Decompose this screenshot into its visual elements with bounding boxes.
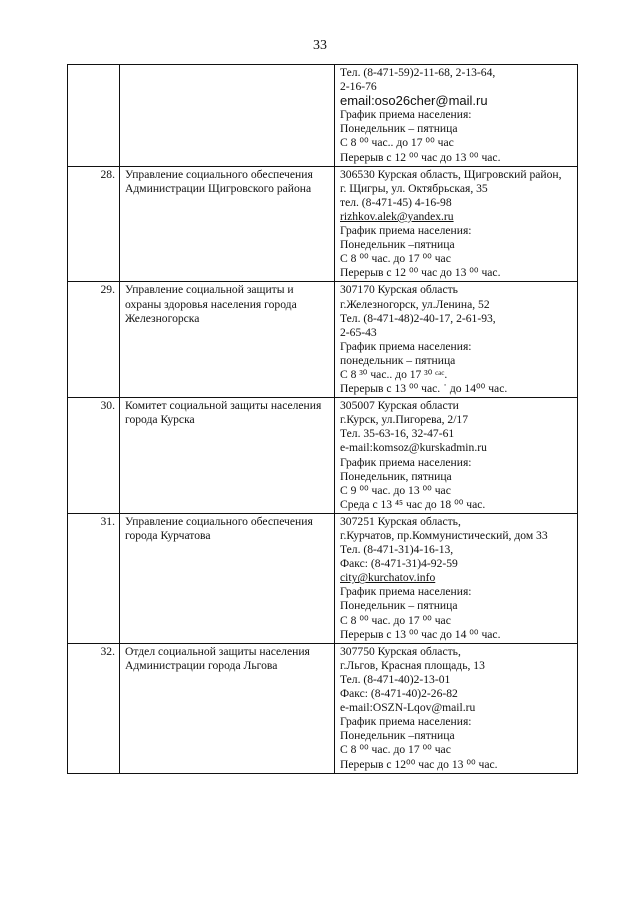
contact-line: 2-16-76	[340, 80, 377, 94]
contact-line: Понедельник –пятница	[340, 238, 455, 252]
organization-name: Управление социальной защиты и охраны здоровья населения города Железногорска	[120, 282, 335, 398]
contact-line: С 9 ⁰⁰ час. до 13 ⁰⁰ час	[340, 483, 451, 497]
contact-line: Перерыв с 13 ⁰⁰ час. ˙ до 14⁰⁰ час.	[340, 382, 508, 396]
email-link[interactable]: e-mail:OSZN-Lqov@mail.ru	[340, 701, 476, 715]
contact-line: 307251 Курская область,	[340, 514, 461, 528]
organization-name: Отдел социальной защиты населения Администрации города Льгова	[120, 643, 335, 773]
organization-name	[120, 65, 335, 167]
contact-line: г.Курск, ул.Пигорева, 2/17	[340, 413, 469, 427]
contacts-table	[67, 64, 578, 774]
email-link[interactable]: e-mail:komsoz@kurskadmin.ru	[340, 441, 487, 455]
row-number: 28.	[68, 166, 120, 282]
contact-line: 305007 Курская области	[340, 399, 459, 413]
contact-line: График приема населения:	[340, 585, 472, 599]
contact-line: С 8 ⁰⁰ час. до 17 ⁰⁰ час	[340, 252, 451, 266]
row-number: 30.	[68, 398, 120, 514]
table-row	[68, 65, 578, 167]
row-number: 32.	[68, 643, 120, 773]
contact-info	[335, 65, 578, 167]
row-number	[68, 65, 120, 167]
contact-line: Перерыв с 12 ⁰⁰ час до 13 ⁰⁰ час.	[340, 266, 501, 280]
contact-line: Факс: (8-471-31)4-92-59	[340, 557, 458, 571]
contact-line: тел. (8-471-45) 4-16-98	[340, 195, 452, 209]
contact-info	[335, 282, 578, 398]
table-row	[68, 643, 578, 773]
contact-line: 306530 Курская область, Щигровский район,	[340, 167, 562, 181]
contact-line: График приема населения:	[340, 455, 472, 469]
contact-line: г.Железногорск, ул.Ленина, 52	[340, 297, 490, 311]
organization-name: Управление социального обеспечения Администрации Щигровского района	[120, 166, 335, 282]
contact-line: г. Щигры, ул. Октябрьская, 35	[340, 181, 488, 195]
contact-line: Среда с 13 ⁴⁵ час до 18 ⁰⁰ час.	[340, 497, 486, 511]
contact-line: С 8 ⁰⁰ час.. до 17 ⁰⁰ час	[340, 136, 454, 150]
contact-info	[335, 513, 578, 643]
contact-line: Тел. 35-63-16, 32-47-61	[340, 427, 455, 441]
contact-line: Понедельник – пятница	[340, 599, 458, 613]
contact-line: График приема населения:	[340, 715, 472, 729]
contact-line: График приема населения:	[340, 108, 472, 122]
contact-line: Перерыв с 12⁰⁰ час до 13 ⁰⁰ час.	[340, 757, 498, 771]
contact-line: График приема населения:	[340, 224, 472, 238]
contact-line: Тел. (8-471-59)2-11-68, 2-13-64,	[340, 66, 496, 79]
contact-line: Тел. (8-471-40)2-13-01	[340, 672, 451, 686]
contact-line: Понедельник, пятница	[340, 469, 452, 483]
contact-line: Факс: (8-471-40)2-26-82	[340, 687, 458, 701]
contact-line: Тел. (8-471-31)4-16-13,	[340, 543, 454, 557]
table-row	[68, 166, 578, 282]
contact-line: С 8 ⁰⁰ час. до 17 ⁰⁰ час	[340, 613, 451, 627]
email-link[interactable]: rizhkov.alek@yandex.ru	[340, 209, 454, 223]
contact-info	[335, 398, 578, 514]
contact-line: г.Льгов, Красная площадь, 13	[340, 658, 485, 672]
email-link[interactable]: city@kurchatov.info	[340, 571, 436, 585]
contact-line: Понедельник –пятница	[340, 729, 455, 743]
contact-line: Перерыв с 13 ⁰⁰ час до 14 ⁰⁰ час.	[340, 627, 501, 641]
contact-line: С 8 ⁰⁰ час. до 17 ⁰⁰ час	[340, 743, 451, 757]
contact-line: Тел. (8-471-48)2-40-17, 2-61-93,	[340, 311, 496, 325]
contact-line: 307750 Курская область,	[340, 644, 461, 658]
email-link[interactable]: email:oso26cher@mail.ru	[340, 93, 488, 109]
contact-info	[335, 166, 578, 282]
table-row	[68, 513, 578, 643]
row-number: 29.	[68, 282, 120, 398]
contact-line: понедельник – пятница	[340, 353, 456, 367]
contact-line: 307170 Курская область	[340, 283, 458, 297]
table-row	[68, 282, 578, 398]
contact-line: г.Курчатов, пр.Коммунистический, дом 33	[340, 529, 548, 542]
contact-line: Понедельник – пятница	[340, 122, 458, 136]
contact-line: 2-65-43	[340, 325, 377, 339]
contact-line: Перерыв с 12 ⁰⁰ час до 13 ⁰⁰ час.	[340, 150, 501, 164]
contact-line: С 8 ³⁰ час.. до 17 ³⁰ ᶜᵃᶜ.	[340, 367, 448, 381]
contact-info	[335, 643, 578, 773]
organization-name: Комитет социальной защиты населения города Курска	[120, 398, 335, 514]
row-number: 31.	[68, 513, 120, 643]
organization-name: Управление социального обеспечения города Курчатова	[120, 513, 335, 643]
table-row	[68, 398, 578, 514]
contact-line: График приема населения:	[340, 339, 472, 353]
page-number: 33	[313, 38, 327, 53]
